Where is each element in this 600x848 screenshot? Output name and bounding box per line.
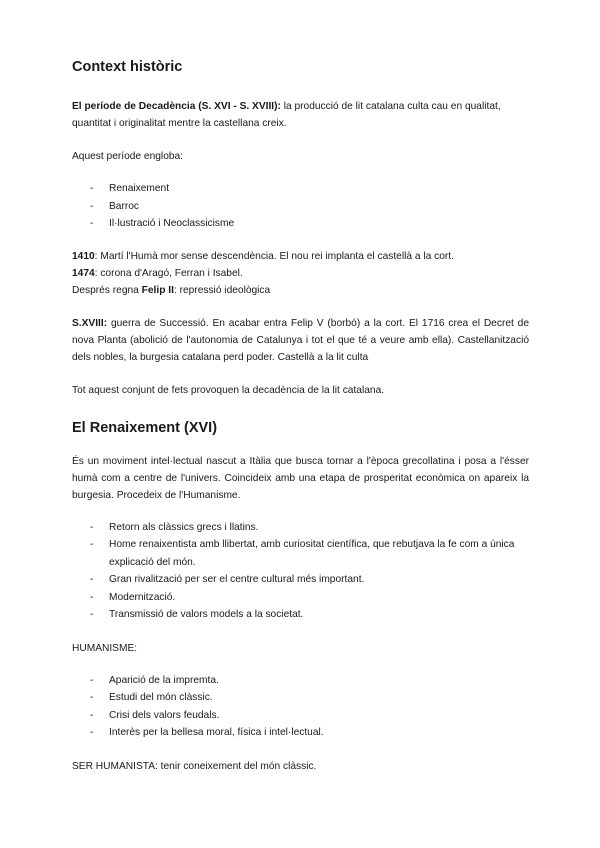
list-item: - Interès per la bellesa moral, física i intel·lectual. — [72, 724, 529, 742]
list-item: - Retorn als clàssics grecs i llatins. — [72, 519, 529, 537]
context-title: Context històric — [72, 59, 183, 75]
list-item: - Gran rivalització per ser el centre cultural més important. — [72, 571, 529, 589]
event-text: : Martí l'Humà mor sense descendència. El nou rei implanta el castellà a la cort. — [94, 250, 454, 262]
event-1410 — [72, 248, 529, 265]
list-item: - Crisi dels valors feudals. — [72, 707, 529, 725]
event-year: 1474 — [72, 267, 95, 279]
list-item: - Estudi del món clàssic. — [72, 689, 529, 707]
humanisme-list — [72, 672, 529, 742]
event-prefix: Després regna — [72, 284, 142, 296]
xviii-paragraph — [72, 315, 529, 366]
document-page — [72, 58, 529, 775]
xviii-text: guerra de Successió. En acabar entra Felip V (borbó) a la cort. El 1716 crea el Decret de nova Planta (abolició de l'autonomia de Catalunya i tot el que té a veure amb ella). Castellanització dels nobles, la burgesia catalana perd poder. Castellà a la lit culta — [72, 317, 529, 363]
event-text: : repressió ideològica — [173, 284, 271, 296]
engloba-text: Aquest període engloba: — [72, 151, 184, 162]
decadencia-text: la producció de lit catalana culta cau en qualitat, quantitat i originalitat mentre la castellana creix. — [72, 101, 501, 129]
humanisme-label: HUMANISME: — [72, 642, 138, 654]
event-name: Felip II — [141, 284, 174, 296]
list-item: - Renaixement — [72, 180, 529, 198]
event-1474 — [72, 265, 529, 282]
features-list — [72, 519, 529, 624]
event-felip — [72, 282, 529, 299]
event-text: : corona d'Aragó, Ferran i Isabel. — [94, 267, 243, 279]
renaixement-title: El Renaixement (XVI) — [72, 419, 218, 436]
list-item: - Home renaixentista amb llibertat, amb curiositat científica, que rebutjava la fe com a única explicació del món. — [72, 536, 529, 571]
decadencia-paragraph — [72, 98, 529, 132]
decadencia-label: El període de Decadència (S. XVI - S. XVIII): — [72, 101, 281, 112]
list-item: - Barroc — [72, 198, 529, 216]
list-item: - Transmissió de valors models a la societat. — [72, 606, 529, 624]
list-item: - Aparició de la impremta. — [72, 672, 529, 690]
periods-list — [72, 180, 529, 233]
list-item: - Modernització. — [72, 589, 529, 607]
events-block — [72, 248, 529, 299]
list-item: - Il·lustració i Neoclassicisme — [72, 215, 529, 233]
conclusion-text: Tot aquest conjunt de fets provoquen la decadència de la lit catalana. — [72, 384, 385, 396]
xviii-label: S.XVIII: — [72, 317, 108, 329]
renaixement-intro: És un moviment intel·lectual nascut a Itàlia que busca tornar a l'època grecollatina i posa a l'ésser humà com a centre de l'univers. Coincideix amb una etapa de prosperitat econòmica on apareix la burgesia. Procedeix de l'Humanisme. — [72, 455, 529, 501]
event-year: 1410 — [72, 250, 95, 262]
ser-humanista-text: SER HUMANISTA: tenir coneixement del món clàssic. — [72, 760, 317, 772]
